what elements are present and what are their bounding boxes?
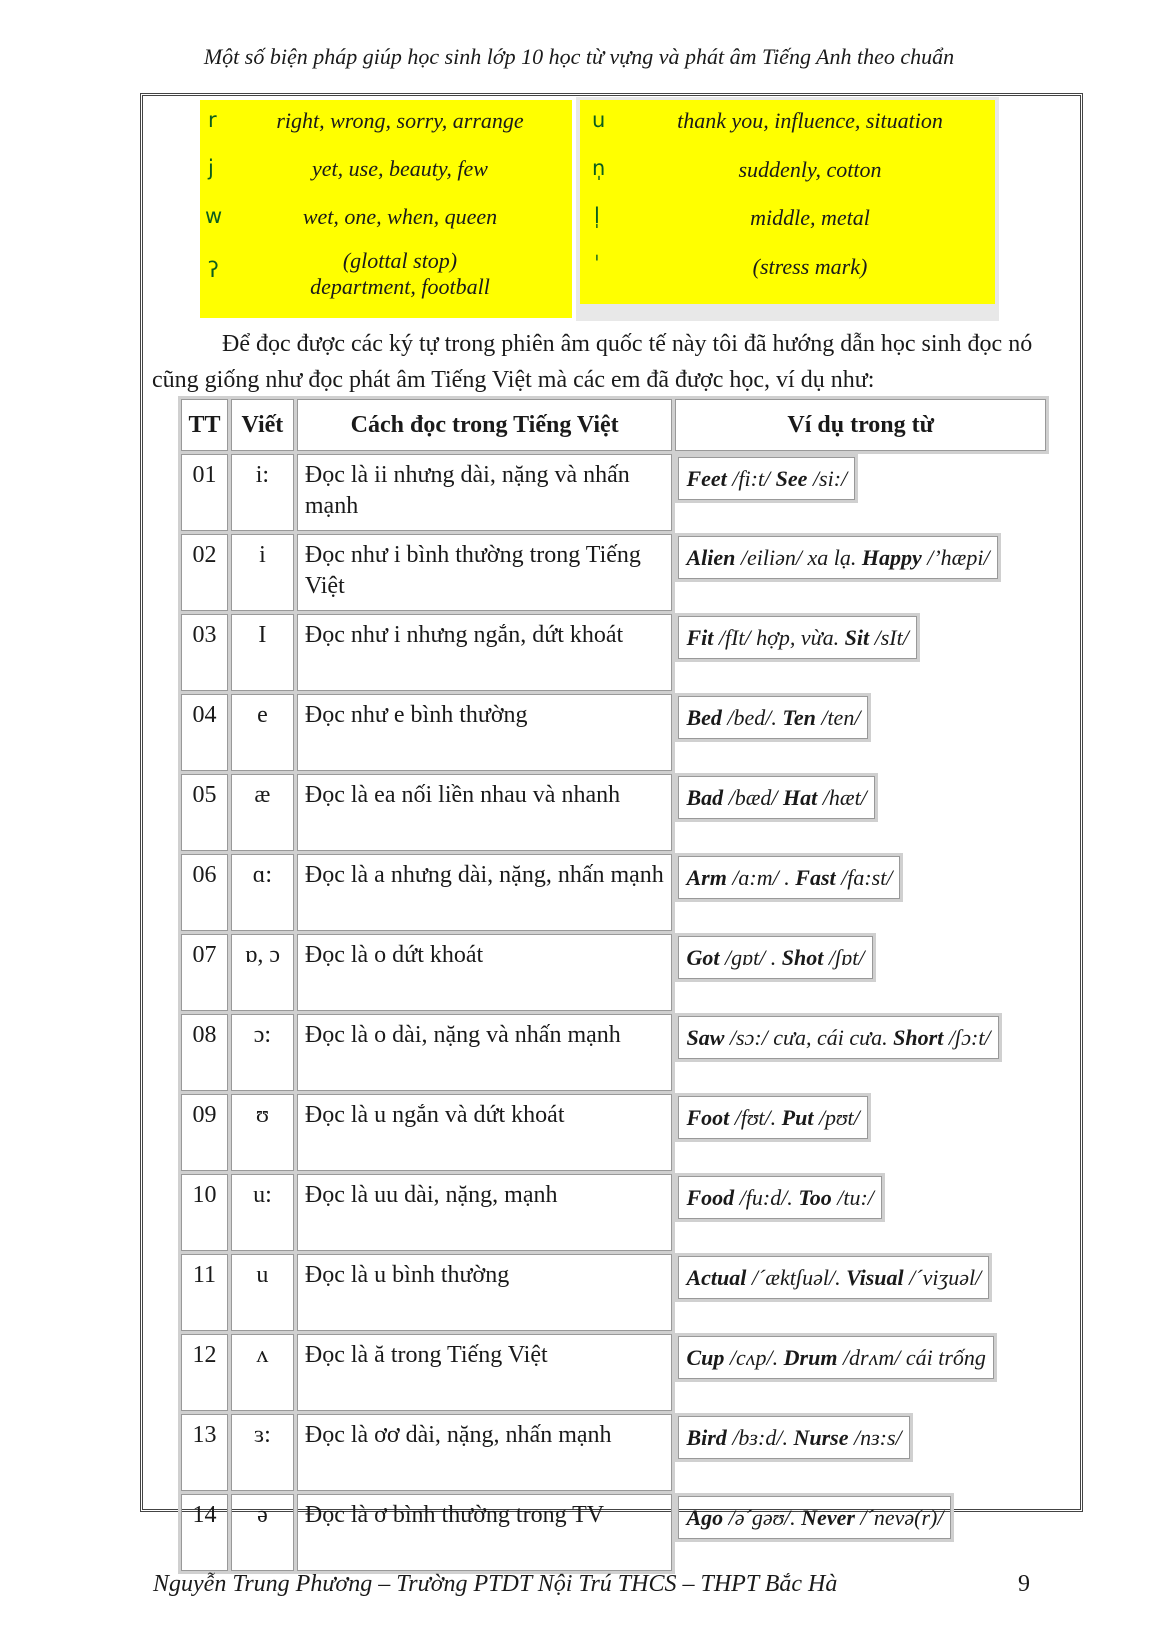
description-cell: Đọc là ă trong Tiếng Việt — [295, 1333, 674, 1413]
example-transcription: /´nevə(r)/ — [854, 1504, 944, 1530]
example-cell — [675, 454, 858, 503]
description-cell: Đọc là o dứt khoát — [295, 933, 674, 1013]
ipa-example: middle, metal — [750, 205, 870, 230]
example-transcription: /tu:/ — [831, 1184, 874, 1210]
example-transcription: /cʌp/. — [724, 1344, 784, 1370]
table-header-row — [180, 398, 1048, 453]
ipa-symbol-cell: ʌ — [229, 1333, 295, 1413]
example-word: Put — [781, 1104, 814, 1130]
page-header: Một số biện pháp giúp học sinh lớp 10 học từ vựng và phát âm Tiếng Anh theo chuẩn — [203, 44, 955, 69]
example-transcription: /ʃɔ:t/ — [943, 1024, 991, 1050]
description-cell: Đọc là ơ bình thường trong TV — [295, 1493, 674, 1573]
table-row — [180, 1173, 1048, 1253]
example-transcription: /bɜ:d/. — [726, 1424, 794, 1450]
table-row — [180, 773, 1048, 853]
row-number: 11 — [180, 1253, 230, 1333]
page-number: 9 — [1018, 1571, 1030, 1597]
row-number: 07 — [180, 933, 230, 1013]
example-word: Saw — [686, 1024, 725, 1050]
header-viet: Viết — [229, 398, 295, 453]
ipa-example: department, football — [310, 274, 490, 299]
example-word: Bad — [686, 784, 724, 810]
row-number: 01 — [180, 453, 230, 533]
ipa-symbol: w — [205, 204, 223, 228]
table-row — [180, 1093, 1048, 1173]
description-cell: Đọc là ii nhưng dài, nặng và nhấn mạnh — [295, 453, 674, 533]
example-cell — [675, 773, 877, 822]
description-cell: Đọc là a nhưng dài, nặng, nhấn mạnh — [295, 853, 674, 933]
example-cell — [675, 1413, 912, 1462]
row-number: 08 — [180, 1013, 230, 1093]
ipa-symbol-cell: i — [229, 533, 295, 613]
example-transcription: /pʊt/ — [813, 1104, 860, 1130]
example-word: Never — [801, 1504, 855, 1530]
example-word: Ten — [782, 704, 816, 730]
row-number: 12 — [180, 1333, 230, 1413]
row-number: 04 — [180, 693, 230, 773]
phonetics-table — [178, 396, 1049, 1574]
table-row — [180, 1013, 1048, 1093]
example-word: Fit — [686, 624, 714, 650]
example-cell — [675, 853, 903, 902]
example-word: Feet — [686, 466, 727, 491]
row-number: 05 — [180, 773, 230, 853]
example-word: Fast — [795, 864, 836, 890]
ipa-symbol-cell: æ — [229, 773, 295, 853]
ipa-example: yet, use, beauty, few — [312, 156, 488, 181]
header-cach-doc: Cách đọc trong Tiếng Việt — [295, 398, 674, 453]
table-row — [180, 613, 1048, 693]
ipa-symbol: ˈ — [594, 252, 600, 276]
paragraph-text: Để đọc được các ký tự trong phiên âm quốc tế này tôi đã hướng dẫn học sinh đọc nó cũng giống như đọc phát âm Tiếng Việt mà các em đã được học, ví dụ như: — [152, 331, 1033, 393]
table-row — [180, 693, 1048, 773]
example-word: Got — [686, 944, 720, 970]
ipa-symbol: r — [208, 108, 217, 132]
example-word: Sit — [844, 624, 870, 650]
ipa-symbol: n̩ — [592, 156, 606, 180]
row-number: 10 — [180, 1173, 230, 1253]
ipa-symbol-cell: e — [229, 693, 295, 773]
example-cell — [675, 1013, 1001, 1062]
ipa-symbol: l̩ — [594, 204, 600, 228]
example-word: Happy — [861, 544, 922, 570]
example-transcription: /nɜ:s/ — [848, 1424, 902, 1450]
ipa-symbol-cell: u — [229, 1253, 295, 1333]
example-transcription: /gɒt/ . — [719, 944, 782, 970]
example-word: Too — [798, 1184, 832, 1210]
example-cell — [675, 693, 871, 742]
example-transcription: /’hæpi/ — [921, 544, 990, 570]
example-word: Nurse — [793, 1424, 849, 1450]
description-cell: Đọc là ơơ dài, nặng, nhấn mạnh — [295, 1413, 674, 1493]
description-cell: Đọc như i bình thường trong Tiếng Việt — [295, 533, 674, 613]
ipa-symbol-cell: i: — [229, 453, 295, 533]
example-transcription: /fʊt/. — [729, 1104, 782, 1130]
row-number: 06 — [180, 853, 230, 933]
example-word: Cup — [686, 1344, 725, 1370]
description-cell: Đọc là u bình thường — [295, 1253, 674, 1333]
description-cell: Đọc là ea nối liền nhau và nhanh — [295, 773, 674, 853]
ipa-example: (glottal stop) — [342, 248, 458, 273]
example-word: Bed — [686, 704, 722, 730]
example-word: Drum — [783, 1344, 838, 1370]
body-paragraph — [152, 326, 1072, 398]
ipa-symbol: u — [592, 108, 606, 132]
table-row — [180, 453, 1048, 533]
table-row — [180, 933, 1048, 1013]
example-word: Shot — [781, 944, 824, 970]
example-word: Short — [893, 1024, 944, 1050]
ipa-symbol-cell: ʊ — [229, 1093, 295, 1173]
example-transcription: /ten/ — [815, 704, 861, 730]
table-row — [180, 1493, 1048, 1573]
ipa-example: suddenly, cotton — [738, 157, 882, 182]
description-cell: Đọc như e bình thường — [295, 693, 674, 773]
description-cell: Đọc là u ngắn và dứt khoát — [295, 1093, 674, 1173]
example-transcription: /sɔ:/ cưa, cái cưa. — [724, 1024, 894, 1050]
table-row — [180, 1333, 1048, 1413]
ipa-symbol-cell: ɔ: — [229, 1013, 295, 1093]
table-row — [180, 853, 1048, 933]
example-word: Alien — [686, 544, 736, 570]
example-transcription: /hæt/ — [817, 784, 867, 810]
ipa-symbol-cell: ə — [229, 1493, 295, 1573]
example-word: Actual — [686, 1264, 747, 1290]
example-cell — [675, 1093, 870, 1142]
description-cell: Đọc như i nhưng ngắn, dứt khoát — [295, 613, 674, 693]
ipa-symbol-cell: ɜ: — [229, 1413, 295, 1493]
example-word: Visual — [846, 1264, 904, 1290]
example-transcription: /ɑ:m/ . — [726, 864, 796, 890]
example-word: See — [775, 466, 808, 491]
example-transcription: /ʃɒt/ — [823, 944, 865, 970]
example-cell — [675, 533, 1000, 582]
example-transcription: /fi:t/ — [726, 466, 776, 491]
example-cell — [675, 1173, 884, 1222]
header-tt: TT — [180, 398, 230, 453]
example-transcription: /ə´gəʊ/. — [723, 1504, 802, 1530]
ipa-example: thank you, influence, situation — [677, 108, 943, 133]
table-row — [180, 533, 1048, 613]
example-word: Hat — [783, 784, 818, 810]
example-word: Arm — [686, 864, 727, 890]
example-transcription: /fu:d/. — [734, 1184, 799, 1210]
example-transcription: /bed/. — [721, 704, 783, 730]
page-footer: Nguyễn Trung Phương – Trường PTDT Nội Trú THCS – THPT Bắc Hà — [153, 1571, 838, 1597]
example-cell — [675, 1493, 954, 1542]
table-row — [180, 1253, 1048, 1333]
row-number: 13 — [180, 1413, 230, 1493]
example-transcription: /si:/ — [807, 466, 848, 491]
example-cell — [675, 613, 919, 662]
example-word: Food — [686, 1184, 735, 1210]
example-word: Foot — [686, 1104, 730, 1130]
ipa-symbol-cell: ɑ: — [229, 853, 295, 933]
example-transcription: /drʌm/ cái trống — [837, 1344, 986, 1370]
example-transcription: /bæd/ — [723, 784, 784, 810]
example-word: Ago — [686, 1504, 724, 1530]
ipa-example: right, wrong, sorry, arrange — [276, 108, 524, 133]
ipa-symbol-cell: ɒ, ɔ — [229, 933, 295, 1013]
row-number: 02 — [180, 533, 230, 613]
row-number: 03 — [180, 613, 230, 693]
ipa-example: wet, one, when, queen — [302, 204, 498, 229]
ipa-example: (stress mark) — [752, 254, 868, 279]
ipa-symbol: j — [208, 156, 214, 180]
row-number: 09 — [180, 1093, 230, 1173]
example-transcription: /eiliən/ xa lạ. — [735, 544, 862, 570]
description-cell: Đọc là uu dài, nặng, mạnh — [295, 1173, 674, 1253]
row-number: 14 — [180, 1493, 230, 1573]
ipa-symbol: ʔ — [208, 258, 219, 282]
table-row — [180, 1413, 1048, 1493]
example-cell — [675, 1253, 992, 1302]
example-cell — [675, 1333, 996, 1382]
header-vi-du: Ví dụ trong từ — [674, 398, 1048, 453]
ipa-symbol-cell: I — [229, 613, 295, 693]
example-cell — [675, 933, 875, 982]
ipa-symbol-cell: u: — [229, 1173, 295, 1253]
example-transcription: /´viʒuəl/ — [903, 1264, 982, 1290]
example-transcription: /sIt/ — [869, 624, 909, 650]
example-transcription: /´æktʃuəl/. — [746, 1264, 847, 1290]
example-transcription: /fIt/ hợp, vừa. — [713, 624, 845, 650]
example-transcription: /fɑ:st/ — [835, 864, 893, 890]
example-word: Bird — [686, 1424, 727, 1450]
description-cell: Đọc là o dài, nặng và nhấn mạnh — [295, 1013, 674, 1093]
